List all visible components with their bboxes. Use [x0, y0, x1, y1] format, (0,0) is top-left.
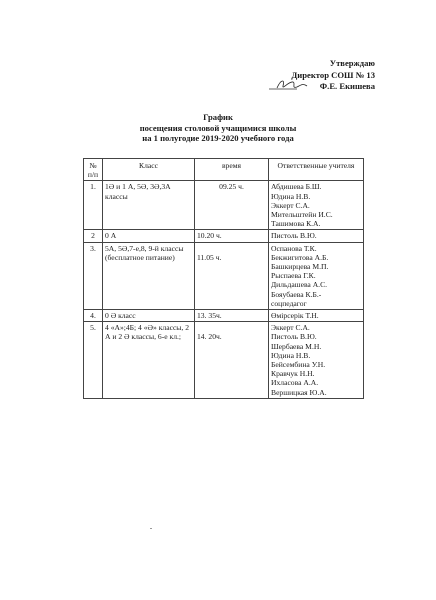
teacher-name: Оспанова Т.К. [271, 243, 317, 253]
approval-signature-row [255, 81, 375, 93]
header-class: Класс [103, 159, 195, 181]
teacher-name: Рыспаева Г.К. [271, 271, 316, 281]
row-time: 09.25 ч. [195, 181, 269, 230]
title-line-3: на 1 полугодие 2019-2020 учебного года [142, 133, 294, 143]
page-mark [150, 528, 152, 529]
row-responsible [269, 322, 364, 399]
row-class: 1Ә и 1 А, 5Ә, 3Ә,3А классы [103, 181, 195, 230]
teacher-name: Пистоль В.Ю. [271, 231, 317, 241]
title-line-2: посещения столовой учащимися школы [139, 122, 297, 133]
row-class: 0 А [103, 230, 195, 242]
teacher-name: Эккерт С.А. [271, 323, 310, 333]
header-num: № п/п [84, 159, 103, 181]
header-time: время [195, 159, 269, 181]
teacher-name: соцпедагог [271, 298, 307, 308]
teacher-name: Ихласова А.А. [271, 378, 319, 388]
teacher-name: Эккерт С.А. [271, 200, 310, 210]
approval-line-approve: Утверждаю [329, 58, 375, 68]
teacher-name: Шербаева М.Н. [271, 341, 322, 351]
row-num: 2 [84, 230, 103, 242]
teacher-name: Бекжигитова А.Б. [271, 252, 329, 262]
row-responsible [269, 181, 364, 230]
teacher-name: Бейсембина У.Н. [271, 360, 326, 370]
teacher-name: Юдина Н.В. [271, 350, 311, 360]
table-row [84, 181, 364, 230]
row-time: 11.05 ч. [195, 242, 269, 309]
teacher-name: Мительштейн И.С. [271, 210, 333, 220]
teacher-name: Кравчук Н.Н. [271, 369, 315, 379]
document-title [0, 112, 436, 144]
title-line-1: График [203, 112, 233, 122]
header-responsible: Ответственные учителя [269, 159, 364, 181]
director-name: Ф.Е. Екишева [319, 81, 375, 91]
row-responsible [269, 230, 364, 242]
row-responsible [269, 310, 364, 322]
teacher-name: Абдишева Б.Ш. [271, 182, 322, 192]
table-row [84, 242, 364, 309]
table-row [84, 310, 364, 322]
row-class: 0 Ә класс [103, 310, 195, 322]
approval-line-director: Директор СОШ № 13 [291, 69, 375, 80]
teacher-name: Дильдашева А.С. [271, 280, 328, 290]
teacher-name: Бояубаева К.Б.- [271, 289, 322, 299]
table-row [84, 322, 364, 399]
teacher-name: Башкирцева М.П. [271, 262, 329, 272]
row-time: 13. 35ч. [195, 310, 269, 322]
table-row [84, 230, 364, 242]
row-time: 10.20 ч. [195, 230, 269, 242]
teacher-name: Юдина Н.В. [271, 191, 311, 201]
row-responsible [269, 242, 364, 309]
schedule-table [83, 158, 364, 399]
table-header-row [84, 159, 364, 181]
row-class: 5А, 5Ә,7-е,8, 9-й классы (бесплатное питание) [103, 242, 195, 309]
row-num: 1. [84, 181, 103, 230]
signature-icon [267, 77, 327, 93]
teacher-name: Пистоль В.Ю. [271, 332, 317, 342]
row-num: 4. [84, 310, 103, 322]
teacher-name: Вершицкая Ю.А. [271, 387, 327, 397]
approval-block [255, 58, 375, 93]
row-num: 5. [84, 322, 103, 399]
teacher-name: Ташимова К.А. [271, 219, 321, 229]
teacher-name: Өмірсерік Т.Н. [271, 311, 319, 321]
row-class: 4 «А»;4Б; 4 «Ә» классы, 2 А и 2 Ә классы, 6-е кл.; [103, 322, 195, 399]
row-num: 3. [84, 242, 103, 309]
row-time: 14. 20ч. [195, 322, 269, 399]
